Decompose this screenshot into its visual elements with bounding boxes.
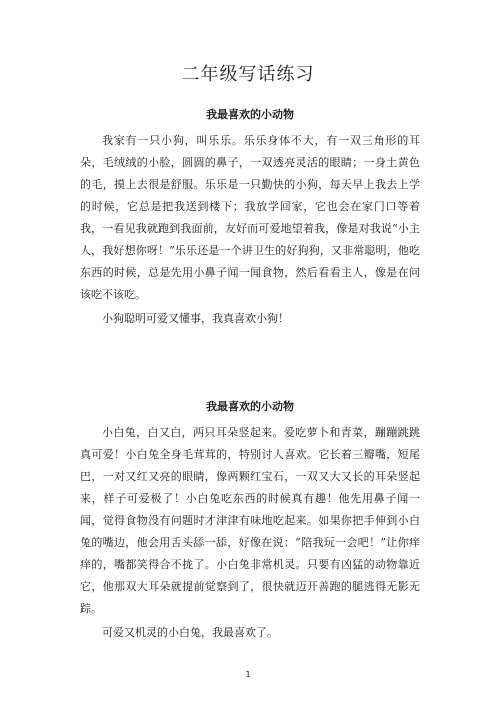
closing-paragraph: 小狗聪明可爱又懂事，我真喜欢小狗！ (102, 312, 289, 325)
body-paragraph: 我家有一只小狗，叫乐乐。乐乐身体不大，有一双三角形的耳朵，毛绒绒的小脸，圆圆的鼻子，一双透亮灵活的眼睛；一身土黄色的毛，摸上去很是舒服。乐乐是一只勤快的小狗，每天早上我去上学的时候，它总是把我送到楼下；我放学回家，它也会在家门口等着我，一看见我就跑到我面前，友好而可爱地望着我，像是对我说“小主人，我好想你呀！”乐乐还是一个讲卫生的好狗狗，又非常聪明，他吃东西的时候，总是先用小鼻子闻一闻食物，然后看看主人，像是在问该吃不该吃。 (80, 134, 420, 301)
section-heading: 我最喜欢的小动物 (206, 108, 294, 121)
essay-section-dog (80, 106, 420, 330)
section-heading: 我最喜欢的小动物 (206, 400, 294, 413)
document-title: 二年级写话练习 (181, 64, 315, 85)
body-paragraph: 小白兔，白又白，两只耳朵竖起来。爱吃萝卜和青菜，蹦蹦跳跳真可爱！小白兔全身毛茸茸的，特别讨人喜欢。它长着三瓣嘴，短尾巴，一对又红又亮的眼睛，像两颗红宝石，一双又大又长的耳朵竖起来，样子可爱极了！小白兔吃东西的时候真有趣！他先用鼻子闻一闻，觉得食物没有问题时才津津有味地吃起来。如果你把手伸到小白兔的嘴边，他会用舌头舔一舔，好像在说：“陪我玩一会吧！”让你痒痒的，嘴都笑得合不拢了。小白兔非常机灵。只要有凶猛的动物靠近它，他那双大耳朵就提前觉察到了，很快就迈开善跑的腿逃得无影无踪。 (80, 426, 420, 615)
page-number: 1 (245, 670, 251, 679)
closing-paragraph: 可爱又机灵的小白兔，我最喜欢了。 (102, 626, 278, 639)
essay-section-rabbit (80, 398, 420, 644)
